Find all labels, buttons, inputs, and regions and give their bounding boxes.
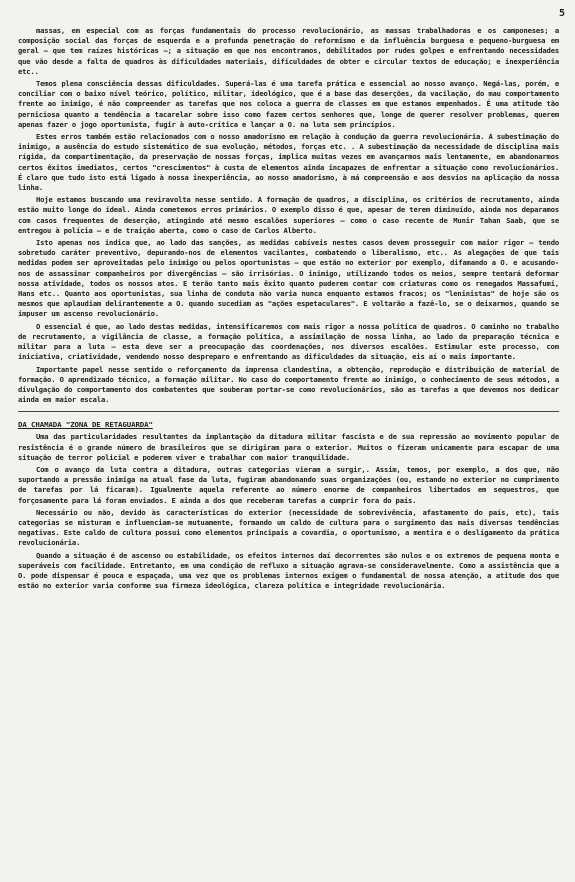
section-divider	[18, 411, 559, 412]
paragraph: Temos plena consciência dessas dificuldades. Superá-las é uma tarefa prática e essencial ao nosso avanço. Negá-las, porém, e conciliar com o baixo nível teórico, político, militar, ideológico, que é a base das deserções, da vacilação, do mau comportamento frente ao inimigo, é não compreender as tarefas que nos coloca a guerra de classes em que estamos empenhados. É uma atitude tão perniciosa quanto a tendência a tacarelar sobre isso como fazem certos senhores que, longe de querer resolver problemas, querem apenas fazer o jogo oportunista, fugir à auto-crítica e lançar a O. na luta sem princípios.	[18, 79, 559, 129]
paragraph: Isto apenas nos indica que, ao lado das sanções, as medidas cabíveis nestes casos devem prosseguir com maior rigor – tendo sobretudo caráter preventivo, depurando-nos de elementos vacilantes, combatendo o liberalismo, etc.. As alegações de que tais medidas podem ser aproveitadas pelo inimigo ou pelos oportunistas – que estão no exterior por exemplo, difamando a O. e acusando-nos de assassinar companheiros por divergências – são irrisórias. O inimigo, utilizando todos os meios, sempre tentará deformar nossa atividade, todos os nossos atos. E terão tanto mais êxito quanto puderem contar com criaturas como os renegados Massafumi, Hans etc.. Quanto aos oportunistas, sua linha de conduta não varia nunca enquanto estamos fracos; os "leninistas" de hoje são os mesmos que aplaudiam delirantemente a O. quando sucediam as "ações espetaculares". E voltarão a fazê-lo, se o deixarmos, quando se impuser um ascenso revolucionário.	[18, 238, 559, 319]
paragraph: Estes erros também estão relacionados com o nosso amadorismo em relação à condução da guerra revolucionária. A subestimação do inimigo, a ausência do estudo sistemático de sua evolução, métodos, forças etc. . A subestimação da necessidade de disciplina mais rígida, da compartimentação, da preservação de nossas forças, implica muitas vezes em avançarmos mais lentamente, em abandonarmos certos êxitos imediatos, certos "crescimentos" à custa de elementos ainda incapazes de enfrentar a situação como revolucionários. É claro que tudo isto está ligado à nossa inexperiência, ao nosso amadorismo, à má compreensão e aos desvios na aplicação da nossa linha.	[18, 132, 559, 193]
section-title: DA CHAMADA "ZONA DE RETAGUARDA"	[18, 420, 153, 430]
body-bottom	[18, 432, 559, 591]
paragraph: Quando a situação é de ascenso ou estabilidade, os efeitos internos daí decorrentes são nulos e os extremos de pequena monta e superáveis com facilidade. Entretanto, em uma condição de refluxo a situação agrava-se consideravelmente. Como a assistência que a O. pode dispensar é pouca e espaçada, uma vez que os problemas internos exigem o fundamental de nossa atenção, a atitude dos que estão no exterior varia conforme sua firmeza ideológica, clareza política e integridade revolucionária.	[18, 550, 559, 591]
paragraph: O essencial é que, ao lado destas medidas, intensificaremos com mais rigor a nossa política de quadros. O caminho no trabalho de recrutamento, a vigilância de classe, a formação política, a assimilação de nossa linha, ao lado da preparação técnica e militar para a luta – esta deve ser a preocupação das coordenações, nos diversos escalões. Estimular este processo, com iniciativa, criatividade, vendendo nosso despreparo e enfrentando as dificuldades da situação, eis aí o mais importante.	[18, 321, 559, 362]
body-top	[18, 26, 559, 405]
paragraph: Importante papel nesse sentido o reforçamento da imprensa clandestina, a obtenção, reprodução e distribuição de material de formação. O aprendizado técnico, a formação militar. No caso do comportamento frente ao inimigo, o conhecimento de seus métodos, a divulgação do comportamento dos combatentes que souberam portar-se como revolucionários, são as tarefas a que devemos nos dedicar ainda em maior escala.	[18, 364, 559, 405]
paragraph: Hoje estamos buscando uma reviravolta nesse sentido. A formação de quadros, a disciplina, os critérios de recrutamento, ainda estão muito longe do ideal. Ainda cometemos erros primários. O exemplo disso é que, apesar de terem diminuído, ainda nos deparamos com casos frequentes de deserção, atingindo até mesmo escalões superiores – como o caso recente de Munir Tahan Saab, que se entregou à polícia – e de traição aberta, como o caso de Carlos Alberto.	[18, 195, 559, 235]
paragraph: massas, em especial com as forças fundamentais do processo revolucionário, as massas trabalhadoras e os camponeses; a composição social das forças de esquerda e a profunda penetração do reformismo e da influência burguesa e pequeno-burguesa em geral – que tem raízes históricas –; a situação em que nos encontramos, debilitados por rudes golpes e enfrentando necessidades que vão desde a falta de quadros às dificuldades materiais, dificuldades de obter e circular textos de educação; e inexperiência etc..	[18, 26, 559, 76]
paragraph: Necessário ou não, devido às características do exterior (necessidade de sobrevivência, afastamento do país, etc), tais categorias se misturam e influenciam-se mutuamente, formando um caldo de cultura para o surgimento das mais diversas tendências negativas. Este caldo de cultura possui como elementos principais a covardia, o oportunismo, a mentira e o desligamento da prática revolucionária.	[18, 507, 559, 548]
page-number: 5	[558, 8, 565, 19]
paragraph: Com o avanço da luta contra a ditadura, outras categorias vieram a surgir,. Assim, temos, por exemplo, a dos que, não suportando a pressão inimiga na atual fase da luta, fugiram abandonando suas organizações (ou, estando no exterior no cumprimento de tarefas por lá ficaram). Igualmente aquela referente ao número enorme de companheiros libertados em sequestros, que forçosamente para lá foram enviados. E ainda a dos que receberam tarefas a cumprir fora do país.	[18, 464, 559, 505]
paragraph: Uma das particularidades resultantes da implantação da ditadura militar fascista e de sua repressão ao movimento popular de resistência é o grande número de brasileiros que se dirigiram para o exterior. Muitos o fizeram unicamente para escapar de uma situação de terror policial e poderem viver e trabalhar com maior tranquilidade.	[18, 432, 559, 462]
